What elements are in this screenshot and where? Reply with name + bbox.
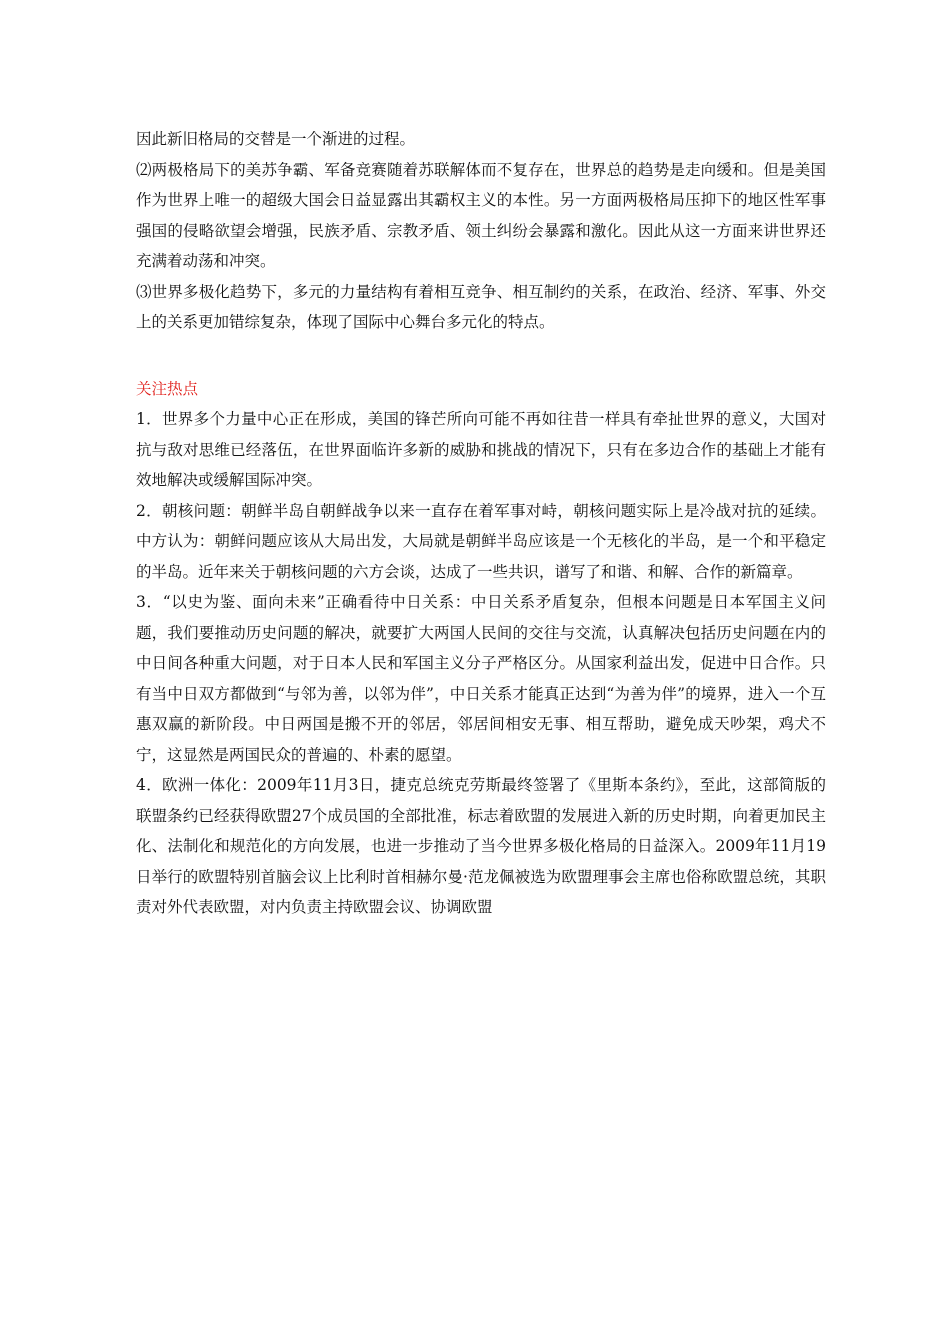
hot-topic-item-1: 1．世界多个力量中心正在形成，美国的锋芒所向可能不再如往昔一样具有牵扯世界的意义，大国对抗与敌对思维已经落伍，在世界面临许多新的威胁和挑战的情况下，只有在多边合作的基础上才能有效地解决或缓解国际冲突。 bbox=[136, 410, 826, 489]
section-heading-hot-topics: 关注热点 bbox=[136, 379, 199, 398]
paragraph-point-3: ⑶世界多极化趋势下，多元的力量结构有着相互竞争、相互制约的关系，在政治、经济、军事、外交上的关系更加错综复杂，体现了国际中心舞台多元化的特点。 bbox=[136, 282, 826, 331]
hot-topic-item-3: 3．“以史为鉴、面向未来”正确看待中日关系：中日关系矛盾复杂，但根本问题是日本军国主义问题，我们要推动历史问题的解决，就要扩大两国人民间的交往与交流，认真解决包括历史问题在内的中日间各种重大问题，对于日本人民和军国主义分子严格区分。从国家利益出发，促进中日合作。只有当中日双方都做到“与邻为善，以邻为伴”，中日关系才能真正达到“为善为伴”的境界，进入一个互惠双赢的新阶段。中日两国是搬不开的邻居，邻居间相安无事、相互帮助，避免成天吵架，鸡犬不宁，这显然是两国民众的普遍的、朴素的愿望。 bbox=[136, 593, 826, 764]
hot-topic-item-4: 4．欧洲一体化：2009年11月3日，捷克总统克劳斯最终签署了《里斯本条约》，至此，这部简版的联盟条约已经获得欧盟27个成员国的全部批准，标志着欧盟的发展进入新的历史时期，向着更加民主化、法制化和规范化的方向发展，也进一步推动了当今世界多极化格局的日益深入。2009年11月19日举行的欧盟特别首脑会议上比利时首相赫尔曼·范龙佩被选为欧盟理事会主席也俗称欧盟总统，其职责对外代表欧盟，对内负责主持欧盟会议、协调欧盟 bbox=[136, 776, 826, 916]
paragraph-transition-gradual: 因此新旧格局的交替是一个渐进的过程。 bbox=[136, 130, 416, 148]
section-spacer bbox=[136, 338, 826, 374]
document-body bbox=[136, 124, 826, 923]
hot-topic-item-2: 2．朝核问题：朝鲜半岛自朝鲜战争以来一直存在着军事对峙，朝核问题实际上是冷战对抗的延续。中方认为：朝鲜问题应该从大局出发，大局就是朝鲜半岛应该是一个无核化的半岛，是一个和平稳定的半岛。近年来关于朝核问题的六方会谈，达成了一些共识，谱写了和谐、和解、合作的新篇章。 bbox=[136, 501, 826, 581]
paragraph-point-2: ⑵两极格局下的美苏争霸、军备竞赛随着苏联解体而不复存在，世界总的趋势是走向缓和。但是美国作为世界上唯一的超级大国会日益显露出其霸权主义的本性。另一方面两极格局压抑下的地区性军事强国的侵略欲望会增强，民族矛盾、宗教矛盾、领土纠纷会暴露和激化。因此从这一方面来讲世界还充满着动荡和冲突。 bbox=[136, 160, 826, 270]
